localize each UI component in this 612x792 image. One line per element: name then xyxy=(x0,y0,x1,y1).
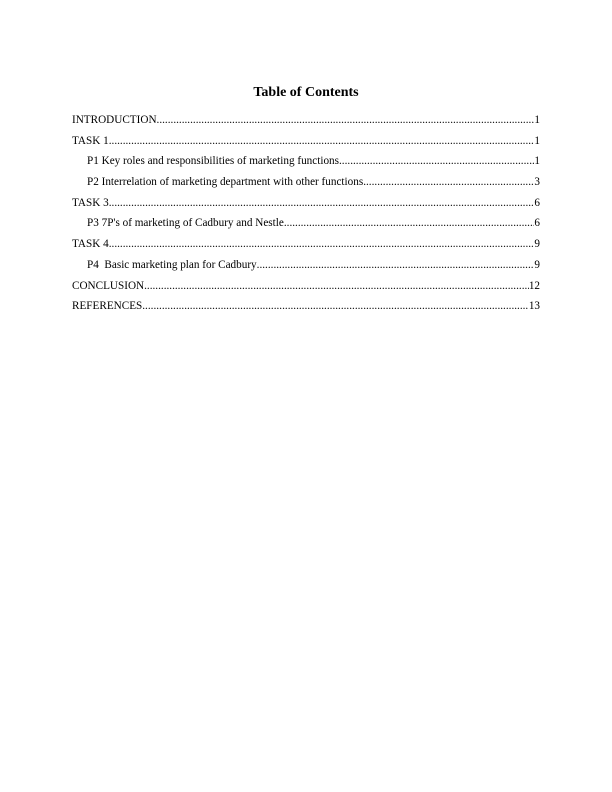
toc-entry-label: TASK 4 xyxy=(72,238,109,251)
toc-entry-p4[interactable] xyxy=(72,258,540,279)
dot-leader xyxy=(144,279,529,293)
toc-page-number: 9 xyxy=(534,258,540,271)
toc-entry-p1[interactable] xyxy=(72,154,540,175)
toc-heading: Table of Contents xyxy=(253,85,359,100)
toc-entry-task-1[interactable] xyxy=(72,134,540,155)
toc-entry-label: P2 Interrelation of marketing department with other functions xyxy=(87,176,364,189)
toc-entry-conclusion[interactable] xyxy=(72,279,540,300)
dot-leader xyxy=(339,154,534,168)
toc-page-number: 6 xyxy=(534,217,540,230)
toc-entry-label: TASK 3 xyxy=(72,196,109,209)
toc-entry-p3[interactable] xyxy=(72,216,540,237)
toc-page-number: 1 xyxy=(534,134,540,147)
toc-entry-label: TASK 1 xyxy=(72,134,109,147)
toc-page-number: 13 xyxy=(528,300,540,313)
toc-page-number: 9 xyxy=(534,238,540,251)
dot-leader xyxy=(109,237,535,251)
toc-list xyxy=(72,113,540,320)
toc-page-number: 3 xyxy=(534,176,540,189)
toc-entry-introduction[interactable] xyxy=(72,113,540,134)
toc-page-number: 6 xyxy=(534,196,540,209)
toc-entry-label: P3 7P's of marketing of Cadbury and Nestle xyxy=(87,217,284,230)
toc-entry-references[interactable] xyxy=(72,299,540,320)
toc-entry-label: REFERENCES xyxy=(72,300,143,313)
toc-entry-task-4[interactable] xyxy=(72,237,540,258)
dot-leader xyxy=(284,216,535,230)
dot-leader xyxy=(257,258,535,272)
toc-entry-label: P4 Basic marketing plan for Cadbury xyxy=(87,258,257,271)
dot-leader xyxy=(109,134,535,148)
toc-entry-label: P1 Key roles and responsibilities of marketing functions xyxy=(87,155,339,168)
toc-page-number: 12 xyxy=(528,279,540,292)
toc-page-number: 1 xyxy=(534,155,540,168)
toc-entry-p2[interactable] xyxy=(72,175,540,196)
dot-leader xyxy=(109,196,535,210)
toc-entry-label: INTRODUCTION xyxy=(72,114,157,126)
dot-leader xyxy=(157,113,535,127)
dot-leader xyxy=(363,175,534,189)
dot-leader xyxy=(142,299,529,313)
toc-entry-task-3[interactable] xyxy=(72,196,540,217)
toc-page-number: 1 xyxy=(534,114,540,126)
toc-entry-label: CONCLUSION xyxy=(72,279,145,292)
